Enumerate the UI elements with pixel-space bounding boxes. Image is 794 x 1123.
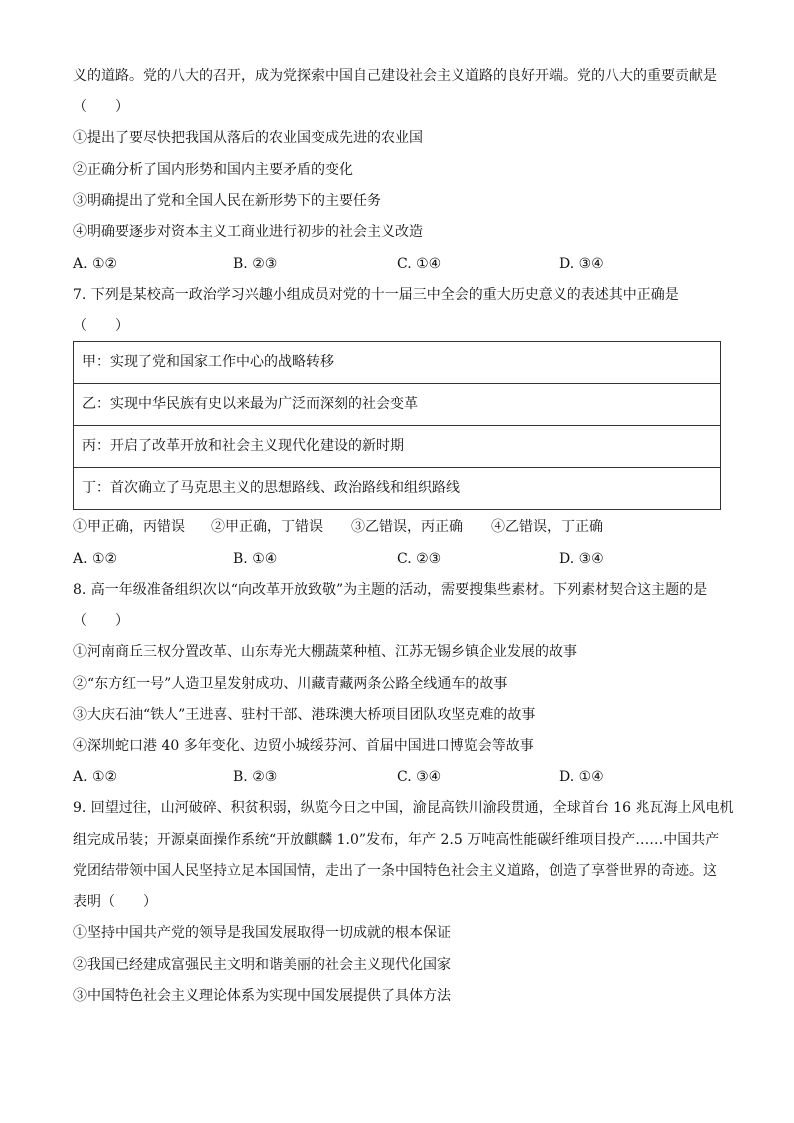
q7-table-row-jia: 甲：实现了党和国家工作中心的战略转移 — [82, 354, 334, 370]
q9-stem-line-1: 9. 回望过往，山河破碎、积贫积弱，纵览今日之中国，渝昆高铁川渝段贯通，全球首台 16 兆瓦海上风电机 — [73, 800, 734, 816]
q6-item-4: ④明确要逐步对资本主义工商业进行初步的社会主义改造 — [73, 224, 423, 240]
q6-item-2: ②正确分析了国内形势和国内主要矛盾的变化 — [73, 162, 353, 178]
q9-stem-line-2: 组完成吊装；开源桌面操作系统“开放麒麟 1.0”发布，年产 2.5 万吨高性能碳纤维项目投产……中国共产 — [73, 832, 720, 848]
q7-table-row-ding: 丁：首次确立了马克思主义的思想路线、政治路线和组织路线 — [74, 467, 720, 509]
q6-blank: （ ） — [73, 99, 129, 115]
q7-option-b[interactable]: B. ①④ — [233, 551, 278, 567]
q7-table-row-bing: 丙：开启了改革开放和社会主义现代化建设的新时期 — [74, 425, 720, 467]
q8-option-b[interactable]: B. ②③ — [233, 769, 278, 785]
q9-item-3: ③中国特色社会主义理论体系为实现中国发展提供了具体方法 — [73, 988, 451, 1004]
q6-option-b[interactable]: B. ②③ — [233, 256, 278, 272]
q6-item-1: ①提出了要尽快把我国从落后的农业国变成先进的农业国 — [73, 130, 423, 146]
q7-table-row-yi: 乙：实现中华民族有史以来最为广泛而深刻的社会变革 — [74, 383, 720, 425]
q7-stem: 7. 下列是某校高一政治学习兴趣小组成员对党的十一届三中全会的重大历史意义的表述其中正确是 — [73, 287, 679, 303]
q7-option-d[interactable]: D. ③④ — [559, 551, 604, 567]
q8-option-c[interactable]: C. ③④ — [397, 769, 442, 785]
q7-options — [73, 549, 733, 569]
q8-stem: 8. 高一年级准备组织次以“向改革开放致敬”为主题的活动，需要搜集些素材。下列素材契合这主题的是 — [73, 582, 708, 598]
q9-item-1: ①坚持中国共产党的领导是我国发展取得一切成就的根本保证 — [73, 925, 451, 941]
q7-table — [73, 341, 721, 510]
q8-item-4: ④深圳蛇口港 40 多年变化、边贸小城绥芬河、首届中国进口博览会等故事 — [73, 738, 534, 754]
q6-option-a[interactable]: A. ①② — [73, 256, 118, 272]
q7-judgement-2: ②甲正确，丁错误 — [211, 519, 323, 535]
q8-item-2: ②“东方红一号”人造卫星发射成功、川藏青藏两条公路全线通车的故事 — [73, 676, 508, 692]
q6-option-d[interactable]: D. ③④ — [559, 256, 604, 272]
q7-judgement-1: ①甲正确，丙错误 — [73, 519, 185, 535]
q8-item-3: ③大庆石油“铁人”王进喜、驻村干部、港珠澳大桥项目团队攻坚克难的故事 — [73, 707, 536, 723]
q7-judgements — [73, 517, 733, 537]
q8-options — [73, 767, 733, 787]
q7-judgement-3: ③乙错误，丙正确 — [351, 519, 463, 535]
q6-stem: 义的道路。党的八大的召开，成为党探索中国自己建设社会主义道路的良好开端。党的八大的重要贡献是 — [73, 68, 717, 84]
q6-option-c[interactable]: C. ①④ — [397, 256, 442, 272]
q9-stem-line-4: 表明（ ） — [73, 894, 157, 910]
q8-option-a[interactable]: A. ①② — [73, 769, 118, 785]
q8-item-1: ①河南商丘三权分置改革、山东寿光大棚蔬菜种植、江苏无锡乡镇企业发展的故事 — [73, 644, 577, 660]
q6-item-3: ③明确提出了党和全国人民在新形势下的主要任务 — [73, 193, 381, 209]
q9-stem-line-3: 党团结带领中国人民坚持立足本国国情，走出了一条中国特色社会主义道路，创造了享誉世界的奇迹。这 — [73, 863, 717, 879]
q8-option-d[interactable]: D. ①④ — [559, 769, 604, 785]
q7-option-a[interactable]: A. ①② — [73, 551, 118, 567]
q7-judgement-4: ④乙错误，丁正确 — [491, 519, 603, 535]
q6-options — [73, 254, 733, 274]
q9-item-2: ②我国已经建成富强民主文明和谐美丽的社会主义现代化国家 — [73, 957, 451, 973]
q8-blank: （ ） — [73, 613, 129, 629]
q7-blank: （ ） — [73, 318, 129, 334]
q7-option-c[interactable]: C. ②③ — [397, 551, 442, 567]
